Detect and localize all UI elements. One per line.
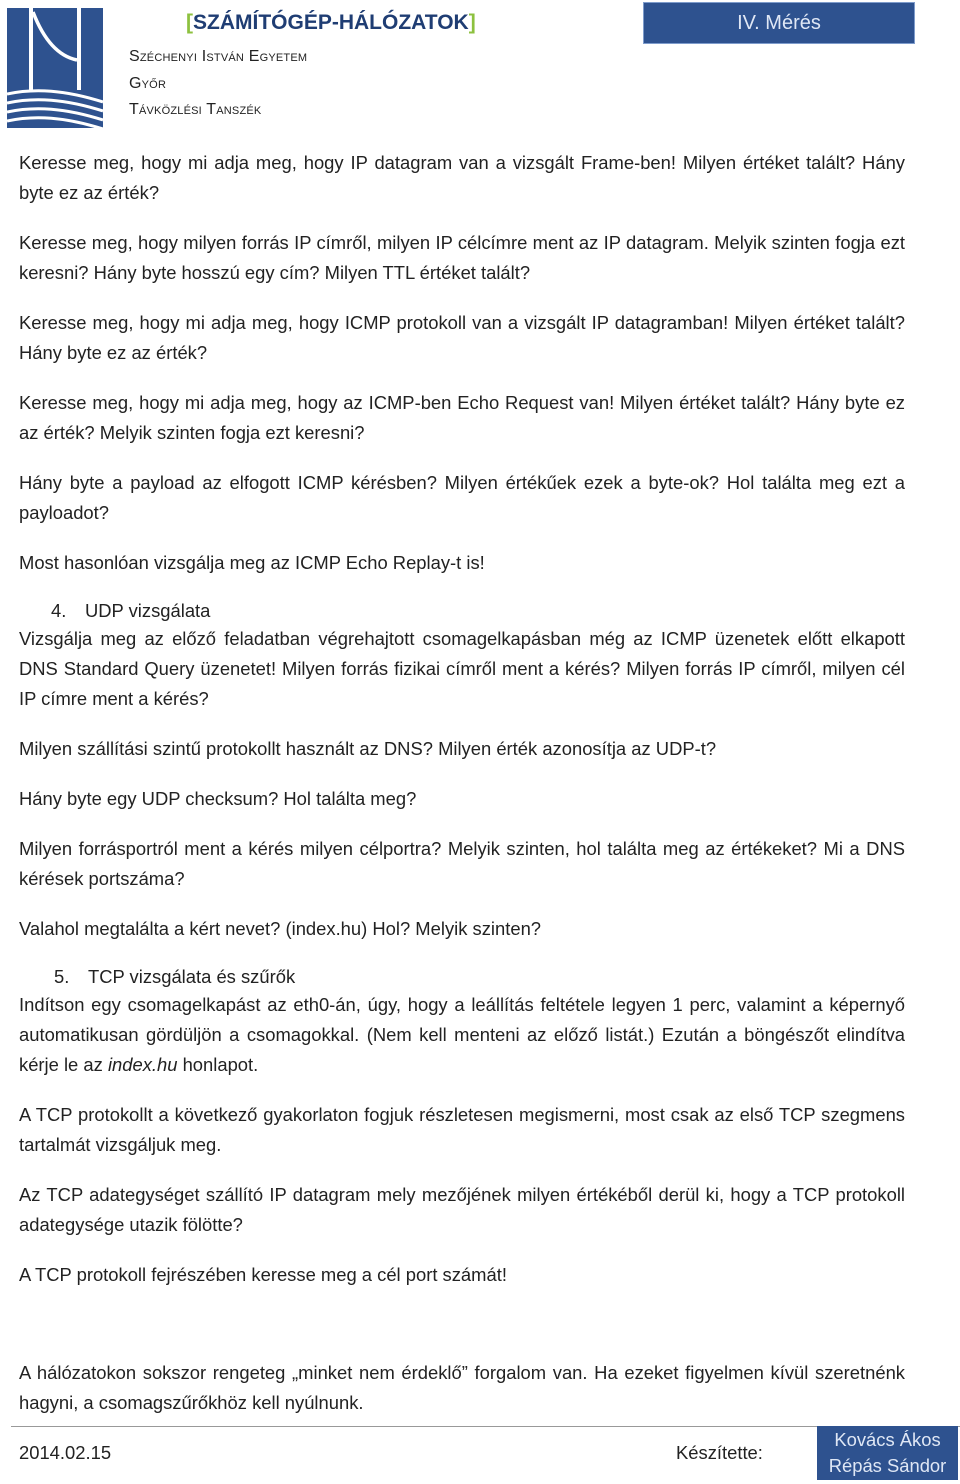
question-paragraph: Keresse meg, hogy mi adja meg, hogy az ICMP-ben Echo Request van! Milyen értéket talált? Hány byte ez az érték? Melyik szinten fogja ezt keresni? <box>19 392 905 443</box>
document-title: [SZÁMÍTÓGÉP-HÁLÓZATOK] <box>186 11 476 34</box>
question-paragraph: A TCP protokollt a következő gyakorlaton fogjuk részletesen megismerni, most csak az első TCP szegmens tartalmát vizsgáljuk meg. <box>19 1104 905 1155</box>
university-logo <box>7 8 103 128</box>
website-name: index.hu <box>107 1054 178 1075</box>
section-title: UDP vizsgálata <box>85 600 211 621</box>
footer-date: 2014.02.15 <box>19 1442 112 1463</box>
section-number: 5. <box>54 966 70 987</box>
institution-name: Széchenyi István Egyetem <box>129 48 308 65</box>
question-paragraph: Most hasonlóan vizsgálja meg az ICMP Echo Replay-t is! <box>19 552 485 573</box>
document-body <box>19 148 905 1438</box>
lab-badge-label: IV. Mérés <box>737 11 821 34</box>
institution-city: Győr <box>129 75 167 92</box>
author-name: Répás Sándor <box>828 1455 947 1476</box>
document-title-text: SZÁMÍTÓGÉP-HÁLÓZATOK <box>193 11 469 34</box>
section-number: 4. <box>51 600 67 621</box>
question-paragraph: Valahol megtalálta a kért nevet? (index.hu) Hol? Melyik szinten? <box>19 918 542 939</box>
question-paragraph: Keresse meg, hogy milyen forrás IP címről, milyen IP célcímre ment az IP datagram. Melyik szinten fogja ezt keresni? Hány byte hosszú egy cím? Milyen TTL értéket talált? <box>19 232 905 283</box>
section-title: TCP vizsgálata és szűrők <box>88 966 296 987</box>
question-paragraph: Milyen szállítási szintű protokollt használt az DNS? Milyen érték azonosítja az UDP-t? <box>19 738 717 759</box>
author-name: Kovács Ákos <box>834 1429 941 1450</box>
question-paragraph: Vizsgálja meg az előző feladatban végrehajtott csomagelkapásban még az ICMP üzenetek előtt elkapott DNS Standard Query üzenetet! Milyen forrás fizikai címről ment a kérés? Milyen forrás IP címről, milyen cél IP címre ment a kérés? <box>19 628 905 709</box>
institution-department: Távközlési Tanszék <box>129 101 262 118</box>
section-heading-udp <box>19 598 905 624</box>
question-paragraph: Milyen forrásportról ment a kérés milyen célportra? Melyik szinten, hol találta meg az értékeket? Mi a DNS kérések portszáma? <box>19 838 905 889</box>
prepared-by-label: Készítette: <box>676 1442 763 1463</box>
question-paragraph: Keresse meg, hogy mi adja meg, hogy ICMP protokoll van a vizsgált IP datagramban! Milyen értéket talált? Hány byte ez az érték? <box>19 312 905 363</box>
closing-paragraph: A hálózatokon sokszor rengeteg „minket nem érdeklő” forgalom van. Ha ezeket figyelmen kívül szeretnénk hagyni, a csomagszűrőkhöz kell nyúlnunk. <box>19 1362 905 1413</box>
question-paragraph: Keresse meg, hogy mi adja meg, hogy IP datagram van a vizsgált Frame-ben! Milyen értéket talált? Hány byte ez az érték? <box>19 152 905 203</box>
section-heading-tcp <box>19 964 905 990</box>
question-paragraph: Az TCP adategységet szállító IP datagram mely mezőjének milyen értékéből derül ki, hogy a TCP protokoll adategysége utazik fölötte? <box>19 1184 905 1235</box>
instruction-paragraph: Indítson egy csomagelkapást az eth0-án, úgy, hogy a leállítás feltétele legyen 1 perc, valamint a képernyő automatikusan gördüljön a csomagokkal. (Nem kell menteni az előző listát.) Ezután a böngészőt elindítva kérje le az index.hu honlapot. <box>19 994 905 1075</box>
question-paragraph: A TCP protokoll fejrészében keresse meg a cél port számát! <box>19 1264 507 1285</box>
question-paragraph: Hány byte a payload az elfogott ICMP kérésben? Milyen értékűek ezek a byte-ok? Hol találta meg ezt a payloadot? <box>19 472 905 523</box>
lab-badge <box>643 2 915 44</box>
authors-box <box>817 1426 958 1480</box>
question-paragraph: Hány byte egy UDP checksum? Hol találta meg? <box>19 788 417 809</box>
